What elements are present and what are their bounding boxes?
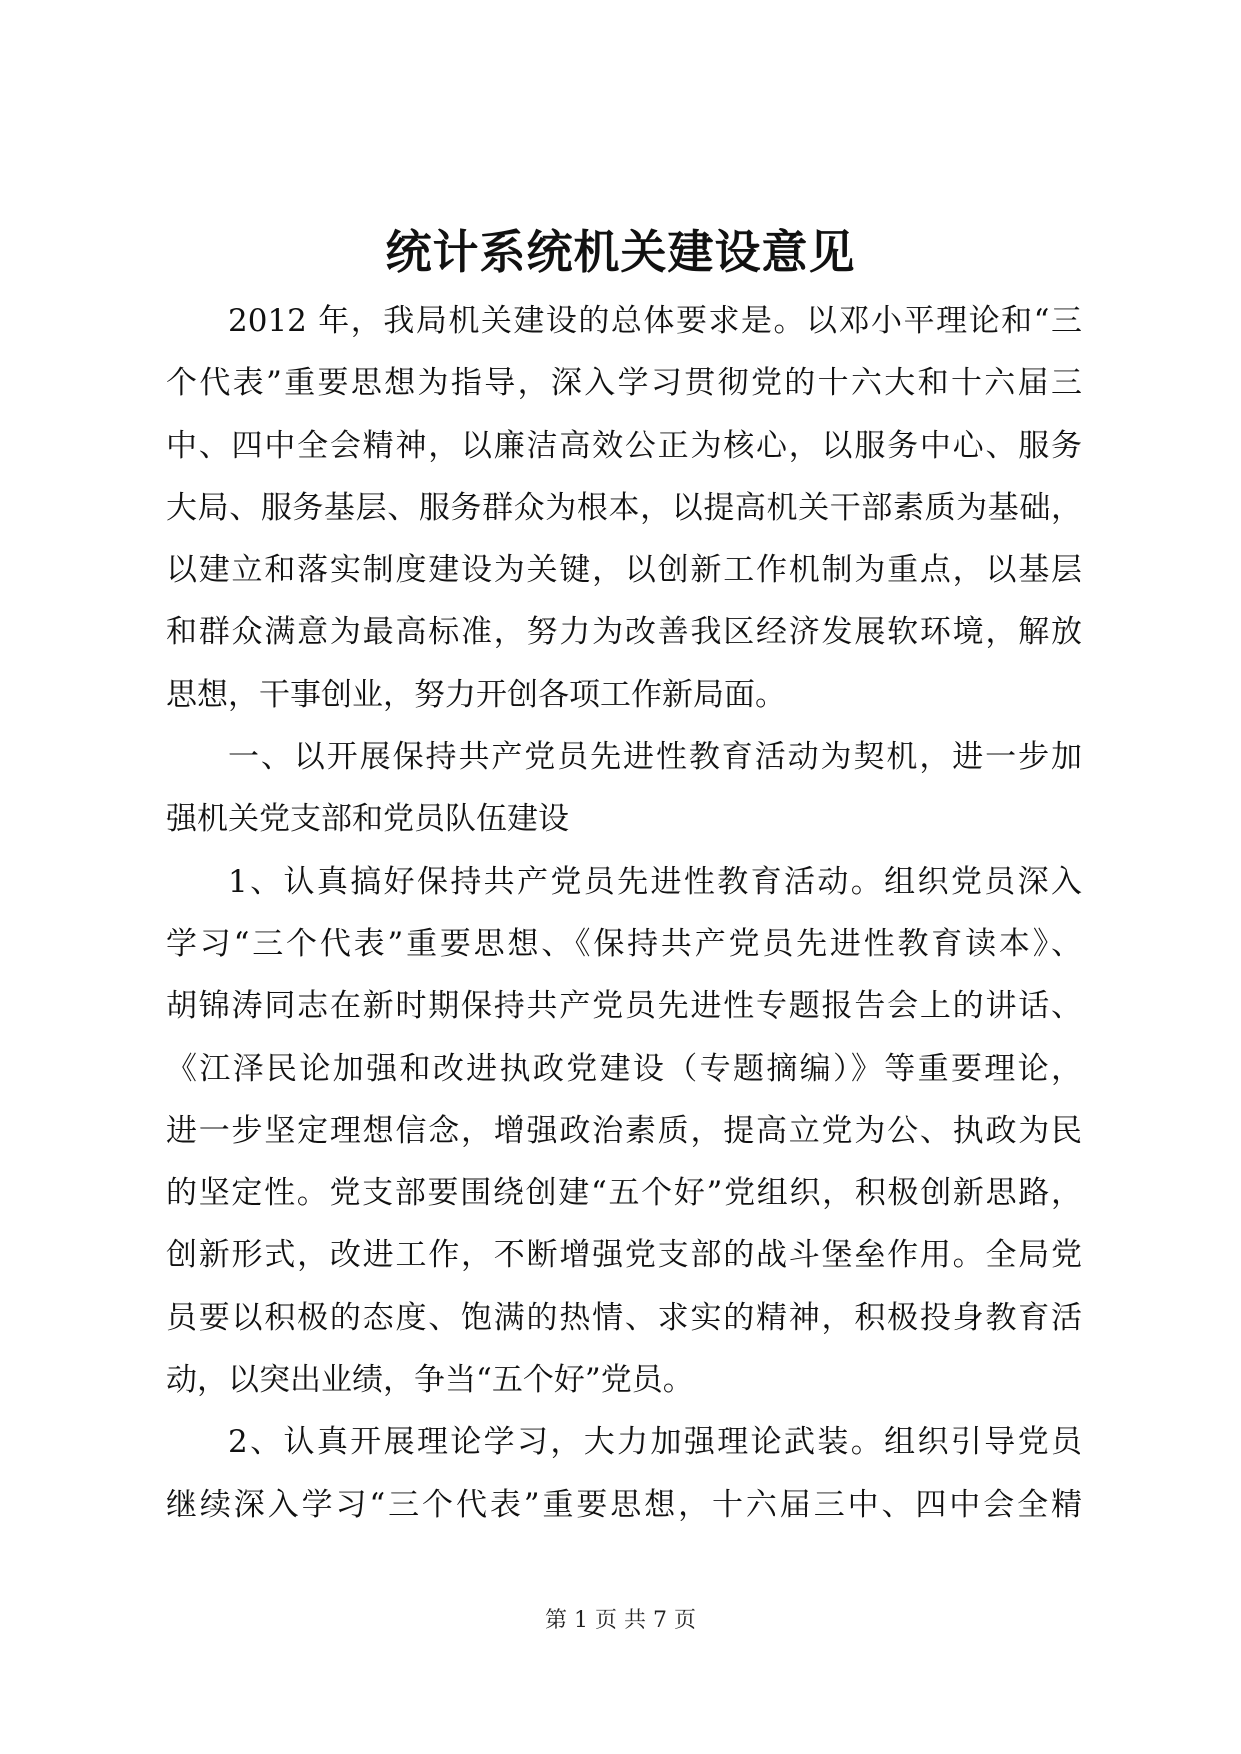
body-line: 学习“三个代表”重要思想、《保持共产党员先进性教育读本》、 (166, 925, 1082, 962)
body-line: 以建立和落实制度建设为关键，以创新工作机制为重点，以基层 (166, 552, 1082, 589)
body-line: 动，以突出业绩，争当“五个好”党员。 (166, 1362, 694, 1399)
body-line: 大局、服务基层、服务群众为根本，以提高机关干部素质为基础， (166, 489, 1082, 526)
body-line: 创新形式，改进工作，不断增强党支部的战斗堡垒作用。全局党 (166, 1237, 1082, 1274)
body-line: 强机关党支部和党员队伍建设 (166, 801, 569, 838)
document-body (166, 290, 1082, 1536)
body-line: 思想，干事创业，努力开创各项工作新局面。 (166, 676, 786, 713)
body-line: 和群众满意为最高标准，努力为改善我区经济发展软环境，解放 (166, 614, 1082, 651)
body-line: 进一步坚定理想信念，增强政治素质，提高立党为公、执政为民 (166, 1112, 1082, 1149)
body-line: 胡锦涛同志在新时期保持共产党员先进性专题报告会上的讲话、 (166, 988, 1082, 1025)
body-line: 个代表”重要思想为指导，深入学习贯彻党的十六大和十六届三 (166, 365, 1082, 402)
body-line: 中、四中全会精神，以廉洁高效公正为核心，以服务中心、服务 (166, 427, 1082, 464)
body-line: 一、以开展保持共产党员先进性教育活动为契机，进一步加 (228, 739, 1082, 776)
body-line: 的坚定性。党支部要围绕创建“五个好”党组织，积极创新思路， (166, 1175, 1082, 1212)
body-line: 1、认真搞好保持共产党员先进性教育活动。组织党员深入 (228, 863, 1082, 900)
body-line: 员要以积极的态度、饱满的热情、求实的精神，积极投身教育活 (166, 1299, 1082, 1336)
body-line: 继续深入学习“三个代表”重要思想，十六届三中、四中会全精 (166, 1486, 1082, 1523)
document-title: 统计系统机关建设意见 (385, 225, 856, 279)
body-line: 《江泽民论加强和改进执政党建设（专题摘编）》等重要理论， (166, 1050, 1082, 1087)
body-line: 2、认真开展理论学习，大力加强理论武装。组织引导党员 (228, 1424, 1082, 1461)
page-footer: 第 1 页 共 7 页 (545, 1608, 696, 1633)
body-line: 2012 年，我局机关建设的总体要求是。以邓小平理论和“三 (228, 303, 1082, 339)
